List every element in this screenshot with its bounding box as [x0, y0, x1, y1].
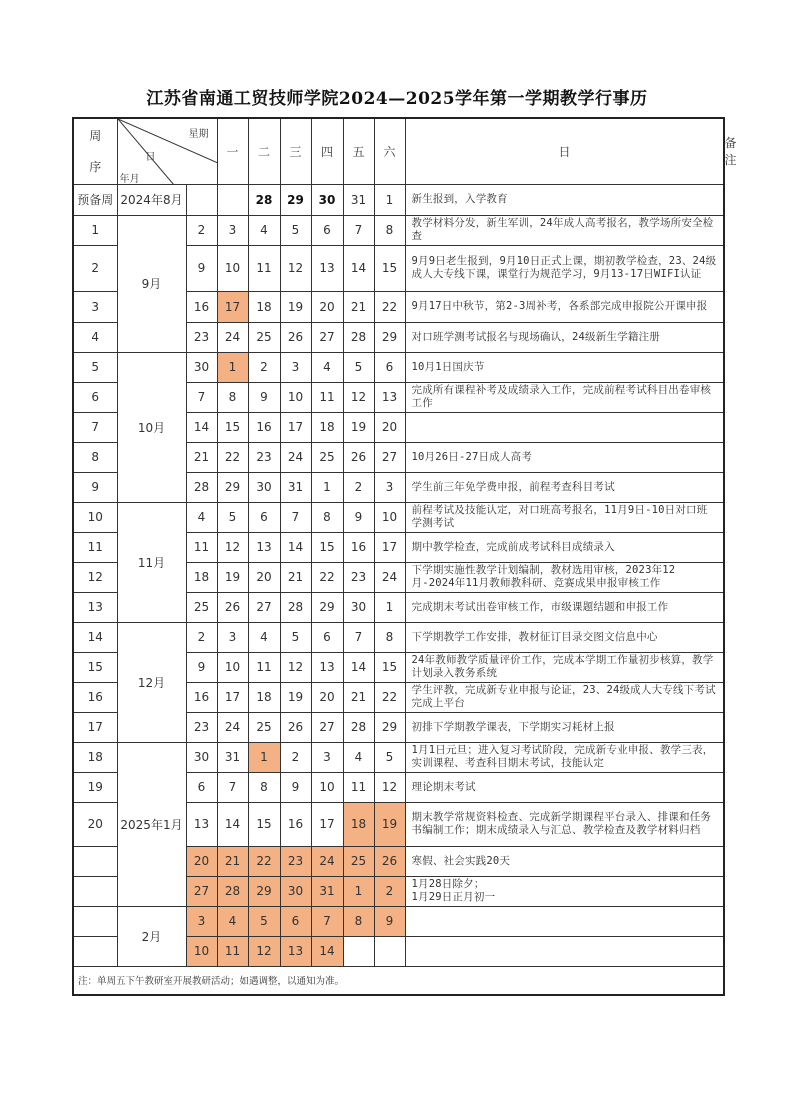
day-cell: 6 — [186, 772, 217, 802]
day-cell: 23 — [248, 442, 280, 472]
day-cell: 6 — [311, 215, 343, 245]
day-cell: 9 — [248, 382, 280, 412]
day-cell: 23 — [186, 322, 217, 352]
footnote: 注：单周五下午教研室开展教研活动；如遇调整，以通知为准。 — [73, 966, 724, 995]
week-number: 4 — [73, 322, 117, 352]
day-cell: 18 — [343, 802, 374, 846]
day-cell: 5 — [217, 502, 248, 532]
day-cell: 16 — [186, 682, 217, 712]
day-cell: 10 — [374, 502, 405, 532]
weekday-header-wed: 三 — [280, 118, 311, 184]
day-cell: 19 — [280, 291, 311, 322]
calendar-row — [73, 742, 724, 772]
day-cell: 16 — [248, 412, 280, 442]
day-cell — [186, 184, 217, 215]
day-cell: 28 — [248, 184, 280, 215]
day-cell: 11 — [248, 245, 280, 291]
calendar-row — [73, 622, 724, 652]
day-cell: 2 — [186, 622, 217, 652]
day-cell: 26 — [280, 322, 311, 352]
day-cell: 18 — [248, 682, 280, 712]
corner-header — [117, 118, 217, 184]
week-number: 10 — [73, 502, 117, 532]
week-number: 18 — [73, 742, 117, 772]
day-cell: 5 — [343, 352, 374, 382]
day-cell: 4 — [186, 502, 217, 532]
corner-yearmonth-label: 年月 — [119, 174, 140, 185]
day-cell: 6 — [311, 622, 343, 652]
day-cell: 23 — [280, 846, 311, 876]
day-cell: 28 — [217, 876, 248, 906]
weekday-header-fri: 五 — [343, 118, 374, 184]
day-cell: 27 — [374, 442, 405, 472]
day-cell: 22 — [311, 562, 343, 592]
day-cell: 25 — [311, 442, 343, 472]
page-title: 江苏省南通工贸技师学院2024—2025学年第一学期教学行事历 — [146, 89, 648, 109]
week-number: 12 — [73, 562, 117, 592]
day-cell: 7 — [280, 502, 311, 532]
day-cell: 30 — [248, 472, 280, 502]
week-number: 13 — [73, 592, 117, 622]
day-cell: 15 — [311, 532, 343, 562]
day-cell: 3 — [186, 906, 217, 936]
day-cell: 9 — [374, 906, 405, 936]
note-cell: 下学期实施性教学计划编制，教材选用审核，2023年12月-2024年11月教师教科研、竞赛成果申报审核工作 — [405, 562, 724, 592]
weekday-header-thu: 四 — [311, 118, 343, 184]
note-cell: 前程考试及技能认定，对口班高考报名，11月9日-10日对口班学测考试 — [405, 502, 724, 532]
day-cell: 10 — [186, 936, 217, 966]
day-cell: 20 — [248, 562, 280, 592]
note-cell: 9月9日老生报到，9月10日正式上课，期初教学检查，23、24级成人大专线下课，课堂行为规范学习，9月13-17日WIFI认证 — [405, 245, 724, 291]
day-cell: 24 — [280, 442, 311, 472]
note-cell: 完成期末考试出卷审核工作，市级课题结题和申报工作 — [405, 592, 724, 622]
day-cell: 3 — [217, 622, 248, 652]
day-cell: 27 — [311, 322, 343, 352]
day-cell: 13 — [311, 245, 343, 291]
day-cell: 1 — [248, 742, 280, 772]
day-cell: 19 — [280, 682, 311, 712]
week-number: 5 — [73, 352, 117, 382]
day-cell: 23 — [343, 562, 374, 592]
day-cell: 4 — [248, 215, 280, 245]
day-cell: 19 — [217, 562, 248, 592]
day-cell: 30 — [186, 352, 217, 382]
day-cell: 7 — [217, 772, 248, 802]
day-cell: 29 — [280, 184, 311, 215]
day-cell: 8 — [343, 906, 374, 936]
month-label: 2月 — [117, 906, 186, 966]
day-cell: 28 — [343, 712, 374, 742]
day-cell: 24 — [217, 322, 248, 352]
week-column-header — [73, 118, 117, 184]
day-cell: 17 — [374, 532, 405, 562]
day-cell: 29 — [311, 592, 343, 622]
note-cell: 10月1日国庆节 — [405, 352, 724, 382]
week-number: 19 — [73, 772, 117, 802]
week-number: 14 — [73, 622, 117, 652]
day-cell: 6 — [374, 352, 405, 382]
note-cell — [405, 906, 724, 936]
day-cell: 2 — [343, 472, 374, 502]
footnote-row — [73, 966, 724, 995]
calendar-row — [73, 215, 724, 245]
day-cell: 8 — [374, 215, 405, 245]
weekday-header-sun: 日 — [405, 118, 724, 184]
day-cell: 9 — [343, 502, 374, 532]
day-cell: 7 — [343, 215, 374, 245]
day-cell: 3 — [217, 215, 248, 245]
day-cell: 21 — [280, 562, 311, 592]
day-cell: 15 — [374, 652, 405, 682]
day-cell: 1 — [343, 876, 374, 906]
day-cell: 26 — [280, 712, 311, 742]
day-cell: 22 — [374, 682, 405, 712]
day-cell: 5 — [248, 906, 280, 936]
month-label: 2024年8月 — [117, 184, 186, 215]
day-cell: 30 — [311, 184, 343, 215]
month-label: 10月 — [117, 352, 186, 502]
day-cell: 2 — [280, 742, 311, 772]
day-cell: 31 — [217, 742, 248, 772]
note-cell: 完成所有课程补考及成绩录入工作，完成前程考试科目出卷审核工作 — [405, 382, 724, 412]
day-cell: 3 — [311, 742, 343, 772]
day-cell: 16 — [186, 291, 217, 322]
note-cell: 理论期末考试 — [405, 772, 724, 802]
note-cell — [405, 936, 724, 966]
week-number: 9 — [73, 472, 117, 502]
day-cell: 18 — [311, 412, 343, 442]
day-cell: 25 — [248, 322, 280, 352]
day-cell: 1 — [374, 592, 405, 622]
day-cell: 16 — [280, 802, 311, 846]
week-number: 1 — [73, 215, 117, 245]
note-cell: 对口班学测考试报名与现场确认，24级新生学籍注册 — [405, 322, 724, 352]
day-cell: 21 — [343, 291, 374, 322]
day-cell: 4 — [311, 352, 343, 382]
day-cell: 12 — [280, 652, 311, 682]
calendar-row — [73, 502, 724, 532]
week-number — [73, 906, 117, 936]
day-cell: 2 — [186, 215, 217, 245]
day-cell: 26 — [343, 442, 374, 472]
day-cell: 18 — [186, 562, 217, 592]
week-header-line2: 序 — [89, 160, 102, 175]
day-cell: 12 — [248, 936, 280, 966]
day-cell: 24 — [311, 846, 343, 876]
day-cell: 15 — [374, 245, 405, 291]
day-cell: 6 — [248, 502, 280, 532]
day-cell: 17 — [217, 682, 248, 712]
week-number — [73, 846, 117, 876]
day-cell: 14 — [186, 412, 217, 442]
day-cell: 9 — [186, 245, 217, 291]
weekday-header-tue: 二 — [248, 118, 280, 184]
day-cell: 27 — [186, 876, 217, 906]
day-cell: 23 — [186, 712, 217, 742]
day-cell: 13 — [186, 802, 217, 846]
day-cell: 29 — [374, 712, 405, 742]
month-label: 12月 — [117, 622, 186, 742]
week-number — [73, 936, 117, 966]
day-cell: 19 — [343, 412, 374, 442]
day-cell: 4 — [217, 906, 248, 936]
note-cell: 新生报到，入学教育 — [405, 184, 724, 215]
day-cell: 16 — [343, 532, 374, 562]
day-cell — [374, 936, 405, 966]
day-cell: 8 — [248, 772, 280, 802]
week-number: 11 — [73, 532, 117, 562]
weekday-header-sat: 六 — [374, 118, 405, 184]
note-cell: 教学材料分发，新生军训，24年成人高考报名，教学场所安全检查 — [405, 215, 724, 245]
note-cell — [405, 412, 724, 442]
corner-weekday-label: 星期 — [188, 129, 209, 140]
calendar-table — [72, 117, 737, 996]
day-cell: 7 — [343, 622, 374, 652]
header-row: 周 序 星期 日 年月 一 二 三 四 五 六 日 备注 — [73, 118, 724, 184]
week-number: 8 — [73, 442, 117, 472]
day-cell: 2 — [374, 876, 405, 906]
day-cell: 26 — [217, 592, 248, 622]
day-cell: 11 — [248, 652, 280, 682]
day-cell: 30 — [343, 592, 374, 622]
note-cell: 1月28日除夕； 1月29日正月初一 — [405, 876, 724, 906]
day-cell: 11 — [217, 936, 248, 966]
day-cell: 12 — [374, 772, 405, 802]
note-cell: 学生评教，完成新专业申报与论证，23、24级成人大专线下考试完成上平台 — [405, 682, 724, 712]
day-cell: 31 — [343, 184, 374, 215]
day-cell: 17 — [280, 412, 311, 442]
calendar-row — [73, 184, 724, 215]
week-number: 3 — [73, 291, 117, 322]
day-cell: 26 — [374, 846, 405, 876]
day-cell: 9 — [280, 772, 311, 802]
day-cell: 3 — [374, 472, 405, 502]
corner-day-label: 日 — [145, 152, 156, 163]
day-cell: 12 — [217, 532, 248, 562]
day-cell: 4 — [343, 742, 374, 772]
day-cell: 1 — [311, 472, 343, 502]
day-cell: 20 — [374, 412, 405, 442]
day-cell: 24 — [217, 712, 248, 742]
day-cell: 21 — [186, 442, 217, 472]
day-cell: 18 — [248, 291, 280, 322]
day-cell: 14 — [343, 245, 374, 291]
day-cell: 13 — [248, 532, 280, 562]
day-cell: 27 — [311, 712, 343, 742]
week-number: 7 — [73, 412, 117, 442]
day-cell: 30 — [186, 742, 217, 772]
week-number: 2 — [73, 245, 117, 291]
day-cell: 1 — [217, 352, 248, 382]
day-cell: 20 — [311, 682, 343, 712]
day-cell: 11 — [343, 772, 374, 802]
note-cell: 10月26日-27日成人高考 — [405, 442, 724, 472]
day-cell: 28 — [280, 592, 311, 622]
day-cell: 8 — [311, 502, 343, 532]
week-number: 17 — [73, 712, 117, 742]
day-cell: 11 — [186, 532, 217, 562]
day-cell: 14 — [311, 936, 343, 966]
note-cell: 24年教师教学质量评价工作，完成本学期工作量初步核算，教学计划录入教务系统 — [405, 652, 724, 682]
day-cell: 28 — [186, 472, 217, 502]
day-cell: 13 — [374, 382, 405, 412]
day-cell: 29 — [248, 876, 280, 906]
note-cell: 寒假、社会实践20天 — [405, 846, 724, 876]
note-cell: 1月1日元旦；进入复习考试阶段，完成新专业申报、教学三表，实训课程、考查科目期末考试，技能认定 — [405, 742, 724, 772]
day-cell: 8 — [374, 622, 405, 652]
note-cell: 9月17日中秋节，第2-3周补考，各系部完成申报院公开课申报 — [405, 291, 724, 322]
day-cell: 11 — [311, 382, 343, 412]
day-cell: 20 — [311, 291, 343, 322]
day-cell: 6 — [280, 906, 311, 936]
day-cell: 21 — [217, 846, 248, 876]
note-cell: 期末教学常规资料检查、完成新学期课程平台录入、排课和任务书编制工作；期末成绩录入与汇总、教学检查及教学材料归档 — [405, 802, 724, 846]
day-cell: 9 — [186, 652, 217, 682]
day-cell: 29 — [374, 322, 405, 352]
day-cell: 12 — [280, 245, 311, 291]
day-cell: 29 — [217, 472, 248, 502]
day-cell: 14 — [280, 532, 311, 562]
day-cell: 19 — [374, 802, 405, 846]
note-cell: 下学期教学工作安排，教材征订目录交图文信息中心 — [405, 622, 724, 652]
day-cell: 7 — [186, 382, 217, 412]
day-cell: 10 — [217, 245, 248, 291]
week-number: 预备周 — [73, 184, 117, 215]
day-cell: 25 — [248, 712, 280, 742]
week-number — [73, 876, 117, 906]
day-cell: 24 — [374, 562, 405, 592]
day-cell: 27 — [248, 592, 280, 622]
day-cell: 10 — [217, 652, 248, 682]
day-cell: 15 — [217, 412, 248, 442]
week-header-line1: 周 — [89, 129, 102, 144]
day-cell: 5 — [374, 742, 405, 772]
day-cell: 30 — [280, 876, 311, 906]
day-cell: 22 — [374, 291, 405, 322]
day-cell: 3 — [280, 352, 311, 382]
month-label: 2025年1月 — [117, 742, 186, 906]
day-cell: 17 — [311, 802, 343, 846]
day-cell: 17 — [217, 291, 248, 322]
week-number: 15 — [73, 652, 117, 682]
day-cell: 25 — [186, 592, 217, 622]
day-cell: 13 — [311, 652, 343, 682]
day-cell: 5 — [280, 215, 311, 245]
day-cell — [217, 184, 248, 215]
day-cell: 15 — [248, 802, 280, 846]
weekday-header-mon: 一 — [217, 118, 248, 184]
note-cell: 初排下学期教学课表，下学期实习耗材上报 — [405, 712, 724, 742]
day-cell: 10 — [280, 382, 311, 412]
note-cell: 学生前三年免学费申报，前程考查科目考试 — [405, 472, 724, 502]
day-cell: 14 — [217, 802, 248, 846]
day-cell — [343, 936, 374, 966]
day-cell: 2 — [248, 352, 280, 382]
week-number: 16 — [73, 682, 117, 712]
day-cell: 7 — [311, 906, 343, 936]
day-cell: 10 — [311, 772, 343, 802]
day-cell: 31 — [311, 876, 343, 906]
day-cell: 12 — [343, 382, 374, 412]
day-cell: 25 — [343, 846, 374, 876]
day-cell: 28 — [343, 322, 374, 352]
day-cell: 31 — [280, 472, 311, 502]
day-cell: 22 — [248, 846, 280, 876]
calendar-row — [73, 906, 724, 936]
day-cell: 20 — [186, 846, 217, 876]
month-label: 11月 — [117, 502, 186, 622]
day-cell: 21 — [343, 682, 374, 712]
day-cell: 5 — [280, 622, 311, 652]
month-label: 9月 — [117, 215, 186, 352]
note-cell: 期中教学检查，完成前成考试科目成绩录入 — [405, 532, 724, 562]
calendar-row — [73, 352, 724, 382]
day-cell: 14 — [343, 652, 374, 682]
day-cell: 22 — [217, 442, 248, 472]
day-cell: 1 — [374, 184, 405, 215]
day-cell: 4 — [248, 622, 280, 652]
week-number: 20 — [73, 802, 117, 846]
day-cell: 8 — [217, 382, 248, 412]
day-cell: 13 — [280, 936, 311, 966]
week-number: 6 — [73, 382, 117, 412]
